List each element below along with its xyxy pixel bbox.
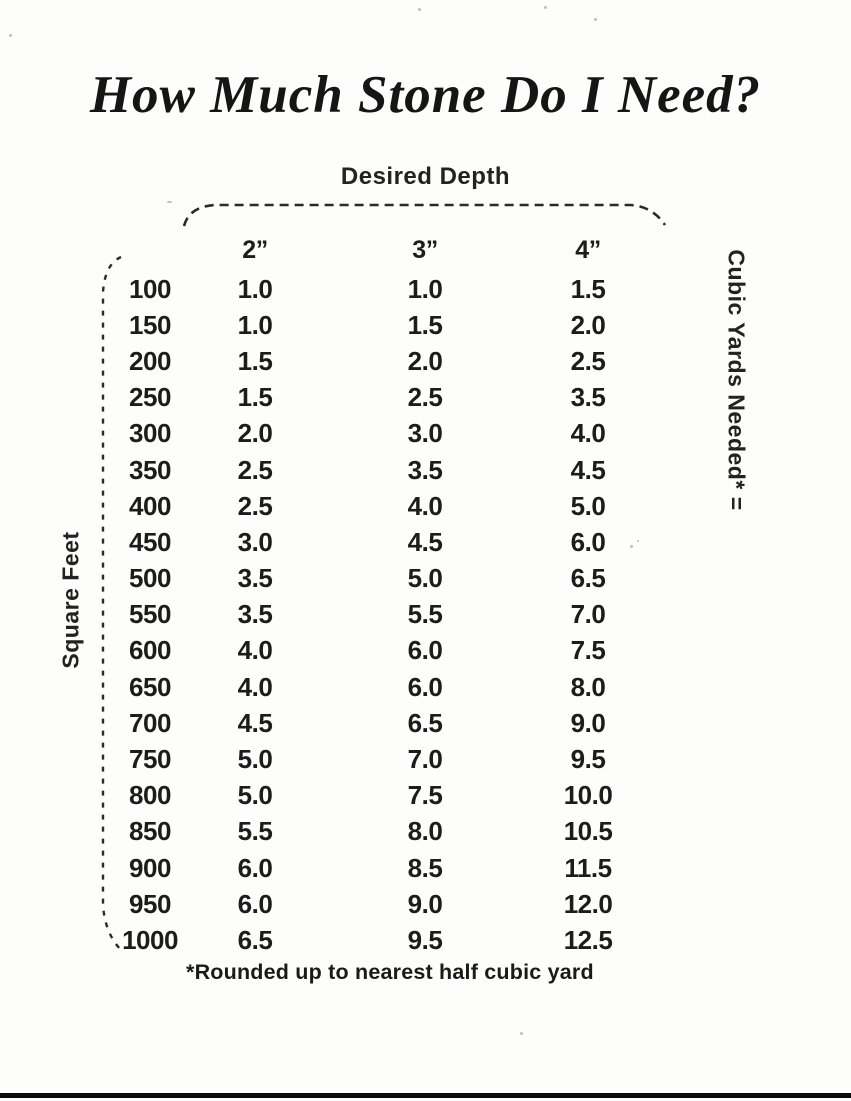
rounding-footnote: *Rounded up to nearest half cubic yard xyxy=(186,960,594,984)
cubic-yards-value: 1.5 xyxy=(237,345,273,376)
cubic-yards-value: 1.5 xyxy=(407,309,443,340)
depth-header-3in: 3” xyxy=(412,235,438,264)
depth-header-2in: 2” xyxy=(242,235,268,264)
cubic-yards-value: 6.0 xyxy=(570,526,606,557)
cubic-yards-value: 2.5 xyxy=(237,490,273,521)
cubic-yards-value: 5.5 xyxy=(237,816,273,847)
sqft-row-label: 100 xyxy=(129,273,171,304)
cubic-yards-value: 4.0 xyxy=(237,671,273,702)
cubic-yards-value: 5.0 xyxy=(570,490,606,521)
cubic-yards-value: 5.5 xyxy=(407,599,443,630)
sqft-column-header-spacer xyxy=(95,229,205,271)
sqft-row-label: 400 xyxy=(129,490,171,521)
cubic-yards-value: 3.5 xyxy=(570,382,606,413)
cubic-yards-value: 8.0 xyxy=(570,671,606,702)
cubic-yards-value: 4.0 xyxy=(407,490,443,521)
sqft-row-label: 450 xyxy=(129,526,171,557)
sqft-row-label: 300 xyxy=(129,418,171,449)
cubic-yards-value: 10.5 xyxy=(563,816,613,847)
cubic-yards-value: 4.0 xyxy=(237,635,273,666)
scan-speckle xyxy=(520,1032,523,1035)
scan-speckle xyxy=(418,8,421,11)
cubic-yards-value: 1.0 xyxy=(237,273,273,304)
scan-speckle xyxy=(637,540,639,542)
cubic-yards-value: 12.0 xyxy=(563,888,613,919)
cubic-yards-value: 1.5 xyxy=(237,382,273,413)
cubic-yards-value: 6.5 xyxy=(570,563,606,594)
cubic-yards-value: 9.5 xyxy=(407,924,443,955)
cubic-yards-value: 6.0 xyxy=(237,888,273,919)
sqft-row-label: 800 xyxy=(129,780,171,811)
cubic-yards-value: 7.0 xyxy=(407,744,443,775)
cubic-yards-value: 4.0 xyxy=(570,418,606,449)
cubic-yards-value: 3.5 xyxy=(237,563,273,594)
cubic-yards-value: 5.0 xyxy=(237,744,273,775)
depth-header-4in: 4” xyxy=(575,235,601,264)
cubic-yards-value: 6.0 xyxy=(407,635,443,666)
cubic-yards-value: 2.0 xyxy=(407,345,443,376)
cubic-yards-value: 4.5 xyxy=(237,707,273,738)
cubic-yards-value: 1.0 xyxy=(237,309,273,340)
cubic-yards-value: 6.5 xyxy=(407,707,443,738)
cubic-yards-value: 2.5 xyxy=(237,454,273,485)
scan-speckle xyxy=(594,18,597,21)
cubic-yards-value: 9.0 xyxy=(407,888,443,919)
cubic-yards-value: 2.5 xyxy=(570,345,606,376)
sqft-row-label: 700 xyxy=(129,707,171,738)
sqft-row-label: 600 xyxy=(129,635,171,666)
cubic-yards-value: 10.0 xyxy=(563,780,613,811)
sqft-row-label: 1000 xyxy=(122,924,178,955)
scan-speckle xyxy=(630,545,633,548)
cubic-yards-value: 5.0 xyxy=(407,563,443,594)
cubic-yards-axis-label: Cubic Yards Needed* = xyxy=(723,249,750,511)
sqft-row-label: 950 xyxy=(129,888,171,919)
cubic-yards-value: 7.5 xyxy=(570,635,606,666)
cubic-yards-value: 5.0 xyxy=(237,780,273,811)
cubic-yards-value: 6.0 xyxy=(237,852,273,883)
sqft-row-label: 150 xyxy=(129,309,171,340)
cubic-yards-value: 9.5 xyxy=(570,744,606,775)
sqft-row-label: 900 xyxy=(129,852,171,883)
sqft-row-label: 350 xyxy=(129,454,171,485)
cubic-yards-value: 9.0 xyxy=(570,707,606,738)
cubic-yards-value: 2.0 xyxy=(237,418,273,449)
cubic-yards-value: 7.0 xyxy=(570,599,606,630)
cubic-yards-value: 3.0 xyxy=(407,418,443,449)
desired-depth-label: Desired Depth xyxy=(340,163,511,190)
cubic-yards-value: 3.5 xyxy=(407,454,443,485)
cubic-yards-value: 3.0 xyxy=(237,526,273,557)
sqft-row-label: 250 xyxy=(129,382,171,413)
square-feet-axis-label: Square Feet xyxy=(57,531,84,669)
scan-speckle xyxy=(544,6,547,9)
sqft-row-label: 200 xyxy=(129,345,171,376)
scan-speckle xyxy=(167,201,172,203)
cubic-yards-value: 4.5 xyxy=(407,526,443,557)
page-title: How Much Stone Do I Need? xyxy=(89,66,762,124)
cubic-yards-value: 1.5 xyxy=(570,273,606,304)
cubic-yards-value: 8.0 xyxy=(407,816,443,847)
sqft-row-label: 500 xyxy=(129,563,171,594)
cubic-yards-value: 12.5 xyxy=(563,924,613,955)
cubic-yards-value: 6.0 xyxy=(407,671,443,702)
cubic-yards-value: 2.0 xyxy=(570,309,606,340)
stone-table xyxy=(95,229,631,959)
cubic-yards-value: 1.0 xyxy=(407,273,443,304)
cubic-yards-value: 6.5 xyxy=(237,924,273,955)
cubic-yards-value: 8.5 xyxy=(407,852,443,883)
cubic-yards-value: 4.5 xyxy=(570,454,606,485)
sqft-row-label: 550 xyxy=(129,599,171,630)
sqft-row-label: 850 xyxy=(129,816,171,847)
scan-edge-bar xyxy=(0,1093,851,1098)
cubic-yards-value: 11.5 xyxy=(564,852,612,883)
scan-speckle xyxy=(9,34,12,37)
cubic-yards-value: 2.5 xyxy=(407,382,443,413)
sqft-row-label: 750 xyxy=(129,744,171,775)
cubic-yards-value: 7.5 xyxy=(407,780,443,811)
cubic-yards-value: 3.5 xyxy=(237,599,273,630)
sqft-row-label: 650 xyxy=(129,671,171,702)
desired-depth-brace xyxy=(184,205,665,226)
